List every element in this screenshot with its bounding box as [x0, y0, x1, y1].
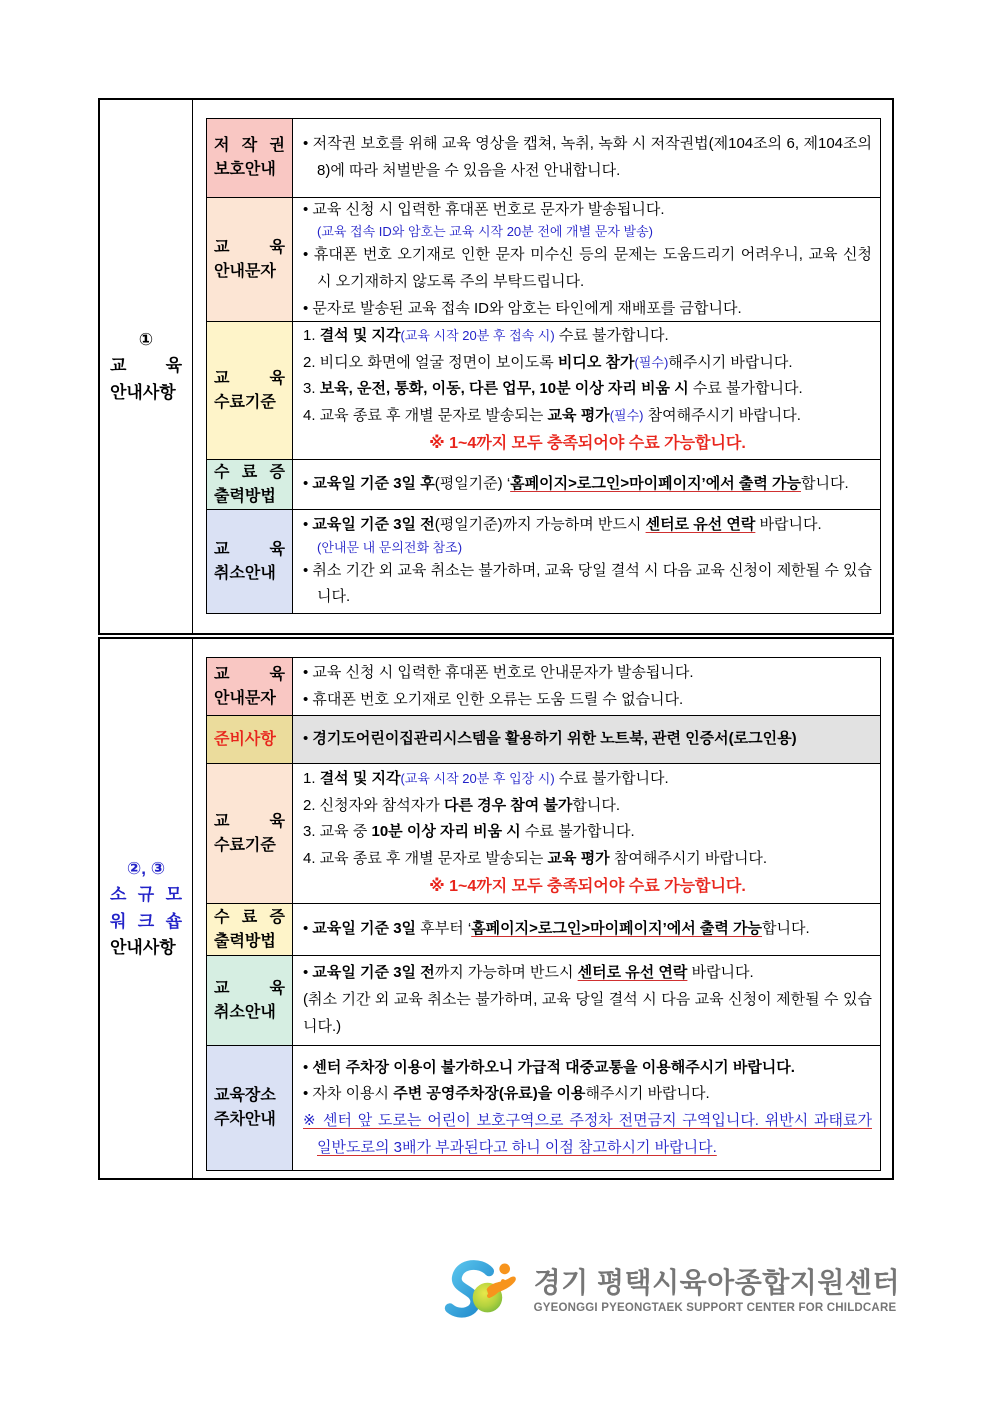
row-completion-criteria-2 — [207, 764, 880, 904]
section-number: ① — [138, 329, 154, 349]
section-number: ②, ③ — [126, 858, 166, 878]
row-content-completion-criteria-2: 1. 결석 및 지각(교육 시작 20분 후 입장 시) 수료 불가합니다. 2. 신청자와 참석자가 다른 경우 참여 불가합니다. 3. 교육 중 10분 이상 자리 비움 시 수료 불가합니다. 4. 교육 종료 후 개별 문자로 발송되는 교육 평가 참여해주시기 바랍니다. ※ 1~4까지 모두 충족되어야 수료 가능합니다. — [303, 769, 768, 895]
row-content-preparation: • 경기도어린이집관리시스템을 활용하기 위한 노트북, 관련 인증서(로그인용) — [293, 716, 880, 763]
row-header-sms-notice: 교 육 안내문자 — [207, 198, 293, 321]
row-content-cancellation-notice-2: • 교육일 기준 3일 전까지 가능하며 반드시 센터로 유선 연락 바랍니다. (취소 기간 외 교육 취소는 불가하며, 교육 당일 결석 시 다음 교육 신청이 제한될 수 있습니다.) — [303, 964, 872, 1035]
org-name-korean: 경기 평택시육아종합지원센터 — [533, 1267, 900, 1299]
row-cancellation-notice-2 — [207, 956, 880, 1046]
row-copyright-protection — [207, 119, 880, 198]
row-sms-notice — [207, 198, 880, 322]
row-content-cancellation-notice: • 교육일 기준 3일 전(평일기준)까지 가능하며 반드시 센터로 유선 연락 바랍니다. (안내문 내 문의전화 참조) • 취소 기간 외 교육 취소는 불가하며, 교육 당일 결석 시 다음 교육 신청이 제한될 수 있습니다. — [303, 516, 872, 606]
row-header-preparation: 준비사항 — [207, 716, 293, 763]
row-content-sms-notice-2: • 교육 신청 시 입력한 휴대폰 번호로 안내문자가 발송됩니다. • 휴대폰 번호 오기재로 인한 오류는 도움 드릴 수 없습니다. — [303, 663, 694, 708]
row-parking-notice — [207, 1046, 880, 1170]
row-content-certificate-print-2: • 교육일 기준 3일 후부터 ‘홈페이지>로그인>마이페이지’에서 출력 가능합니다. — [303, 920, 810, 938]
row-sms-notice-2 — [207, 658, 880, 716]
row-cancellation-notice — [207, 510, 880, 613]
row-content-sms-notice: • 교육 신청 시 입력한 휴대폰 번호로 문자가 발송됩니다. (교육 접속 ID와 암호는 교육 시작 20분 전에 개별 문자 발송) • 휴대폰 번호 오기재로 인한 문자 미수신 등의 문제는 도움드리기 어려우니, 교육 신청 시 오기재하지 않도록 주의 부탁드립니다. • 문자로 발송된 교육 접속 ID와 암호는 타인에게 재배포를 금합니다. — [303, 200, 872, 317]
childcare-center-logo-icon — [444, 1258, 526, 1324]
row-completion-criteria — [207, 322, 880, 460]
row-header-parking-notice: 교육장소 주차안내 — [207, 1046, 293, 1170]
row-header-completion-criteria-2: 교 육 수료기준 — [207, 764, 293, 903]
table1-section-label: ① 교 육 안내사항 — [100, 100, 193, 633]
workshop-guidance-table — [98, 637, 894, 1180]
row-content-certificate-print: • 교육일 기준 3일 후(평일기준) ‘홈페이지>로그인>마이페이지’에서 출력 가능합니다. — [303, 475, 849, 493]
row-header-cancellation-notice-2: 교 육 취소안내 — [207, 956, 293, 1045]
row-preparation — [207, 716, 880, 764]
row-header-sms-notice-2: 교 육 안내문자 — [207, 658, 293, 715]
row-header-certificate-print: 수 료 증 출력방법 — [207, 460, 293, 509]
row-header-certificate-print-2: 수 료 증 출력방법 — [207, 904, 293, 955]
row-certificate-print — [207, 460, 880, 510]
footer-logo — [444, 1258, 900, 1324]
row-certificate-print-2 — [207, 904, 880, 956]
row-content-copyright-protection: • 저작권 보호를 위해 교육 영상을 캡쳐, 녹취, 녹화 시 저작권법(제104조의 6, 제104조의 8)에 따라 처벌받을 수 있음을 사전 안내합니다. — [303, 135, 872, 179]
org-name-english: GYEONGGI PYEONGTAEK SUPPORT CENTER FOR CHILDCARE — [533, 1301, 897, 1314]
row-header-cancellation-notice: 교 육 취소안내 — [207, 510, 293, 613]
row-content-parking-notice: • 센터 주차장 이용이 불가하오니 가급적 대중교통을 이용해주시기 바랍니다. • 자차 이용시 주변 공영주차장(유료)을 이용해주시기 바랍니다. ※ 센터 앞 도로는 어린이 보호구역으로 주정차 전면금지 구역입니다. 위반시 과태료가 일반도로의 3배가 부과된다고 하니 이점 참고하시기 바랍니다. — [303, 1058, 872, 1156]
row-content-completion-criteria: 1. 결석 및 지각(교육 시작 20분 후 접속 시) 수료 불가합니다. 2. 비디오 화면에 얼굴 정면이 보이도록 비디오 참가(필수)해주시기 바랍니다. 3. 보육, 운전, 통화, 이동, 다른 업무, 10분 이상 자리 비움 시 수료 불가합니다. 4. 교육 종료 후 개별 문자로 발송되는 교육 평가(필수) 참여해주시기 바랍니다. ※ 1~4까지 모두 충족되어야 수료 가능합니다. — [303, 326, 803, 452]
row-header-copyright-protection: 저 작 권 보호안내 — [207, 119, 293, 197]
row-header-completion-criteria: 교 육 수료기준 — [207, 322, 293, 459]
education-guidance-table — [98, 98, 894, 635]
table2-section-label: ②, ③ 소 규 모 워 크 숍 안내사항 — [100, 639, 193, 1178]
